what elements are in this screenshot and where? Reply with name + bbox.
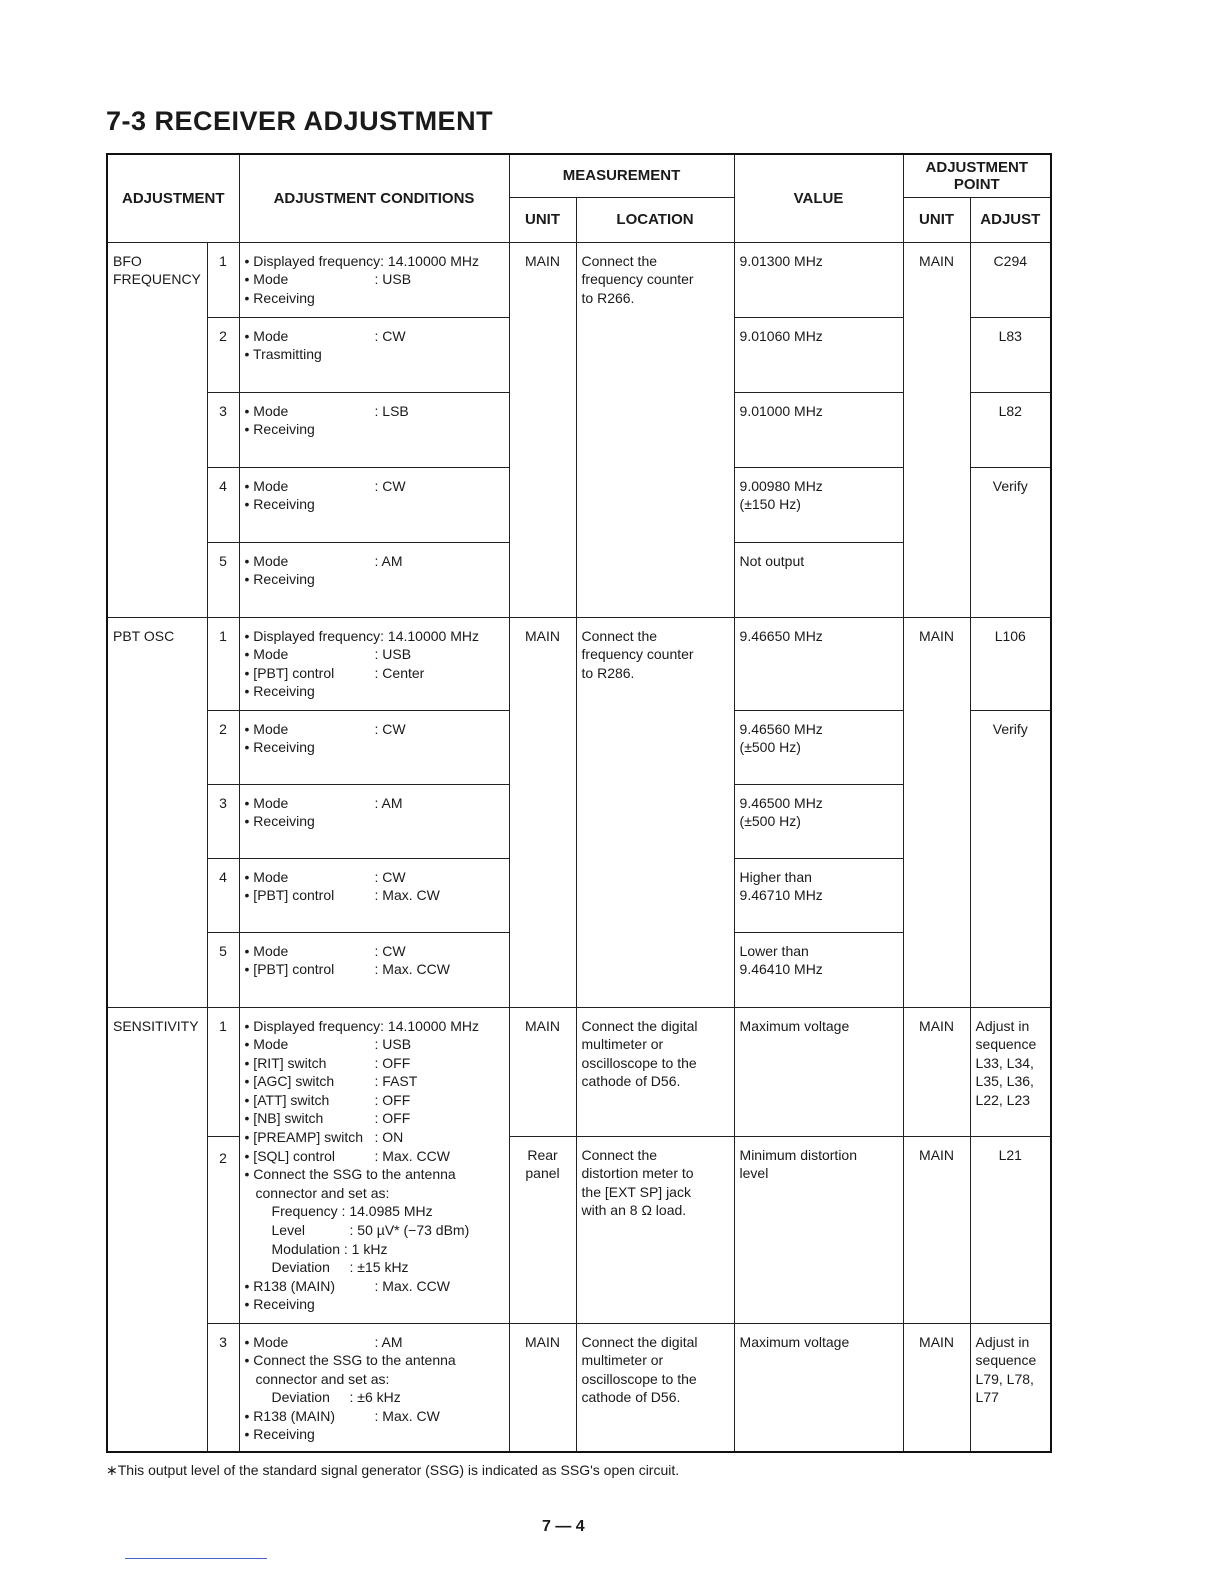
conditions-cell: • Displayed frequency: 14.10000 MHz • Mode : USB • Receiving [239, 242, 509, 317]
sens-step-3 [107, 1323, 1051, 1452]
value-cell: Lower than 9.46410 MHz [734, 932, 903, 1007]
meas-unit: MAIN [509, 617, 576, 1007]
step-number: 2 [207, 1136, 239, 1323]
location-cell: Connect the distortion meter to the [EXT SP] jack with an 8 Ω load. [576, 1136, 734, 1323]
bfo-name: BFO FREQUENCY [107, 242, 207, 617]
sens-step-1 [107, 1007, 1051, 1136]
conditions-cell: • Displayed frequency: 14.10000 MHz • Mode : USB • [PBT] control : Center • Receiving [239, 617, 509, 710]
header-measurement: MEASUREMENT [509, 154, 734, 197]
header-adjustment: ADJUSTMENT [107, 154, 239, 242]
adjust-cell: Verify [970, 467, 1051, 617]
pbt-name: PBT OSC [107, 617, 207, 1007]
value-cell: Maximum voltage [734, 1323, 903, 1452]
header-value: VALUE [734, 154, 903, 242]
header-ap-adjust: ADJUST [970, 197, 1051, 242]
meas-unit: MAIN [509, 1323, 576, 1452]
value-cell: 9.01000 MHz [734, 392, 903, 467]
value-cell: 9.46560 MHz (±500 Hz) [734, 710, 903, 784]
ap-unit: MAIN [903, 1136, 970, 1323]
adjust-cell: C294 [970, 242, 1051, 317]
adjust-cell: Verify [970, 710, 1051, 1007]
adjust-cell: L82 [970, 392, 1051, 467]
step-number: 2 [207, 710, 239, 784]
header-location: LOCATION [576, 197, 734, 242]
adjust-cell: Adjust in sequence L33, L34, L35, L36, L22, L23 [970, 1007, 1051, 1136]
meas-unit: MAIN [509, 242, 576, 617]
conditions-cell: • Mode : CW • Receiving [239, 710, 509, 784]
value-cell: Minimum distortion level [734, 1136, 903, 1323]
header-adjustment-point: ADJUSTMENT POINT [903, 154, 1051, 197]
step-number: 3 [207, 392, 239, 467]
header-ap-unit: UNIT [903, 197, 970, 242]
value-cell: 9.46650 MHz [734, 617, 903, 710]
step-number: 1 [207, 242, 239, 317]
header-conditions: ADJUSTMENT CONDITIONS [239, 154, 509, 242]
adjust-cell: L83 [970, 317, 1051, 392]
footnote: ∗This output level of the standard signal generator (SSG) is indicated as SSG's open circuit. [106, 1462, 680, 1478]
conditions-cell: • Mode : CW • [PBT] control : Max. CW [239, 858, 509, 932]
conditions-cell: • Mode : AM • Connect the SSG to the antenna connector and set as: Deviation : ±6 kHz • R138 (MAIN) : Max. CW • Receiving [239, 1323, 509, 1452]
meas-unit: MAIN [509, 1007, 576, 1136]
value-cell: 9.00980 MHz (±150 Hz) [734, 467, 903, 542]
location-cell: Connect the frequency counter to R266. [576, 242, 734, 617]
page-title: 7-3 RECEIVER ADJUSTMENT [106, 106, 494, 136]
step-number: 4 [207, 858, 239, 932]
adjust-cell: L106 [970, 617, 1051, 710]
pbt-step-1 [107, 617, 1051, 710]
value-cell: 9.01060 MHz [734, 317, 903, 392]
value-cell: 9.01300 MHz [734, 242, 903, 317]
ap-unit: MAIN [903, 1007, 970, 1136]
value-cell: Maximum voltage [734, 1007, 903, 1136]
conditions-cell: • Mode : CW • Receiving [239, 467, 509, 542]
receiver-adjustment-table [106, 153, 1052, 1453]
header-unit: UNIT [509, 197, 576, 242]
location-cell: Connect the frequency counter to R286. [576, 617, 734, 1007]
ap-unit: MAIN [903, 617, 970, 1007]
conditions-cell: • Mode : CW • Trasmitting [239, 317, 509, 392]
location-cell: Connect the digital multimeter or oscilloscope to the cathode of D56. [576, 1007, 734, 1136]
bottom-rule [125, 1558, 267, 1559]
ap-unit: MAIN [903, 242, 970, 617]
location-cell: Connect the digital multimeter or oscilloscope to the cathode of D56. [576, 1323, 734, 1452]
value-cell: Higher than 9.46710 MHz [734, 858, 903, 932]
value-cell: 9.46500 MHz (±500 Hz) [734, 784, 903, 858]
bfo-step-1 [107, 242, 1051, 317]
adjust-cell: L21 [970, 1136, 1051, 1323]
step-number: 1 [207, 617, 239, 710]
page-number: 7 — 4 [542, 1518, 585, 1535]
conditions-cell: • Mode : LSB • Receiving [239, 392, 509, 467]
conditions-cell: • Mode : CW • [PBT] control : Max. CCW [239, 932, 509, 1007]
step-number: 3 [207, 1323, 239, 1452]
adjust-cell: Adjust in sequence L79, L78, L77 [970, 1323, 1051, 1452]
sensitivity-name: SENSITIVITY [107, 1007, 207, 1452]
conditions-cell: • Mode : AM • Receiving [239, 784, 509, 858]
step-number: 1 [207, 1007, 239, 1136]
step-number: 5 [207, 542, 239, 617]
step-number: 4 [207, 467, 239, 542]
conditions-cell: • Displayed frequency: 14.10000 MHz • Mode : USB • [RIT] switch : OFF • [AGC] switch : FAST • [ATT] switch : OFF • [NB] switch : OFF • [PREAMP] switch : ON • [SQL] control : Max. CCW • Connect the SSG to the antenna connector and set as: Frequency : 14.0985 MHz Level : 50 µV* (−73 dBm) Modulation : 1 kHz Deviation : ±15 kHz • R138 (MAIN) : Max. CCW • Receiving [239, 1007, 509, 1323]
step-number: 5 [207, 932, 239, 1007]
conditions-cell: • Mode : AM • Receiving [239, 542, 509, 617]
ap-unit: MAIN [903, 1323, 970, 1452]
value-cell: Not output [734, 542, 903, 617]
meas-unit: Rear panel [509, 1136, 576, 1323]
step-number: 3 [207, 784, 239, 858]
step-number: 2 [207, 317, 239, 392]
